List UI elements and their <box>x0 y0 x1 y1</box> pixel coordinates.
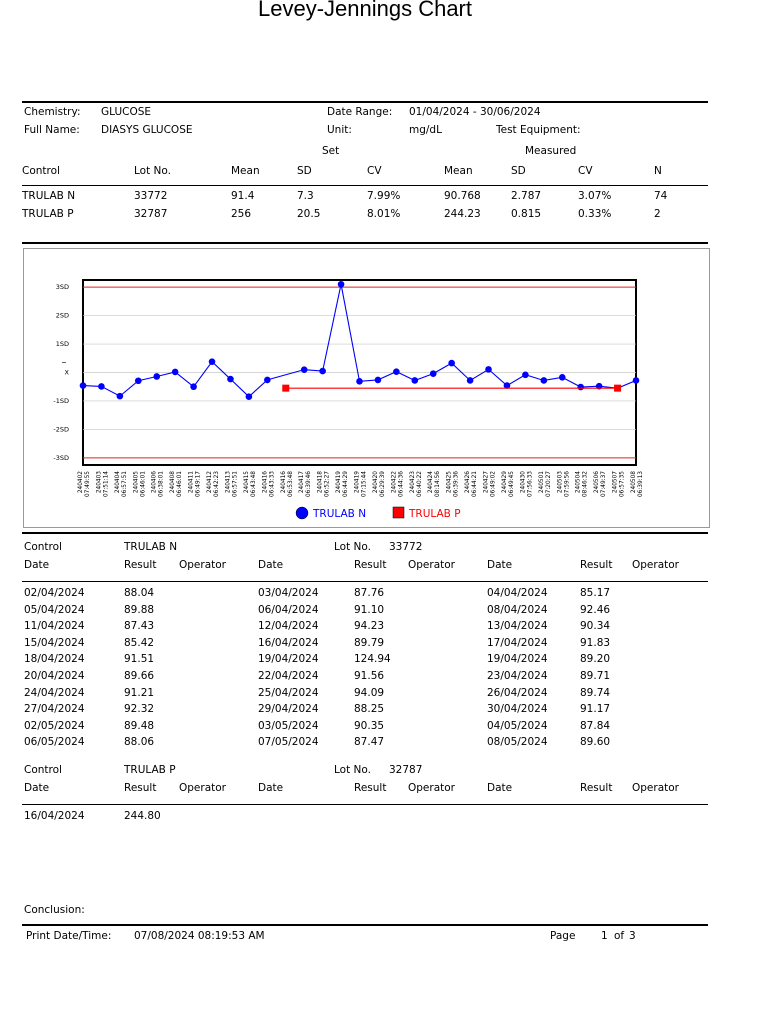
legend-marker-p <box>393 507 404 518</box>
result-cell: 91.10 <box>354 603 385 616</box>
x-tick-label: 240402 <box>78 471 84 494</box>
chemistry-label: Chemistry: <box>24 106 81 118</box>
data-point <box>153 373 160 380</box>
fullname-label: Full Name: <box>24 124 80 136</box>
levey-jennings-chart <box>24 249 709 527</box>
result-cell: 08/05/2024 <box>487 736 548 749</box>
summary-col-header: Control <box>22 165 60 177</box>
result-cell: 05/04/2024 <box>24 603 85 616</box>
x-tick-label: 240403 <box>96 471 103 494</box>
x-tick-label: 06:40:22 <box>416 471 423 498</box>
lot-value-p: 32787 <box>389 764 423 776</box>
x-tick-label: 06:49:17 <box>195 471 202 498</box>
result-cell: 15/04/2024 <box>24 636 85 649</box>
result-cell: 91.56 <box>354 670 385 682</box>
summary-cell: 32787 <box>134 208 168 220</box>
results-column-heading: Result <box>354 559 387 571</box>
result-cell: 92.32 <box>124 703 155 716</box>
results-column-heading: Date <box>258 782 284 794</box>
result-cell: 07/05/2024 <box>258 736 319 749</box>
summary-cell: TRULAB N <box>22 190 76 202</box>
x-tick-label: 08:14:56 <box>435 471 442 498</box>
y-tick-label: 3SD <box>55 283 69 292</box>
x-tick-label: 240422 <box>391 471 398 494</box>
x-tick-label: 06:39:13 <box>638 471 644 498</box>
y-tick-label: -3SD <box>53 453 69 462</box>
result-cell: 19/04/2024 <box>258 653 319 666</box>
x-tick-label: 06:42:23 <box>214 471 221 498</box>
x-tick-label: 240406 <box>151 471 158 494</box>
summary-col-header: CV <box>578 165 593 177</box>
result-cell: 91.17 <box>580 703 611 716</box>
x-tick-label: 240424 <box>428 471 435 494</box>
results-column-heading: Date <box>258 559 284 571</box>
data-point <box>412 377 419 384</box>
data-point <box>190 383 197 390</box>
x-tick-label: 240506 <box>594 471 601 494</box>
summary-cell: 7.99% <box>367 190 401 202</box>
data-point <box>209 358 216 365</box>
results-column-heading: Date <box>24 559 50 571</box>
data-point <box>356 378 363 385</box>
x-tick-label: 06:39:36 <box>453 471 460 498</box>
footer-rule <box>22 924 708 926</box>
lot-label-p: Lot No. <box>334 764 371 776</box>
fullname-value: DIASYS GLUCOSE <box>101 124 193 136</box>
x-tick-label: 07:15:44 <box>361 471 368 498</box>
summary-cell: 90.768 <box>444 190 481 202</box>
data-point <box>117 393 124 400</box>
data-point <box>282 385 289 392</box>
x-tick-label: 06:57:51 <box>232 471 239 498</box>
x-tick-label: 240413 <box>225 471 232 494</box>
result-cell: 02/04/2024 <box>24 587 85 599</box>
print-date-label: Print Date/Time: <box>26 930 112 942</box>
result-cell: 244.80 <box>124 810 161 822</box>
x-tick-label: 07:20:27 <box>545 471 552 498</box>
summary-cell: 33772 <box>134 190 168 202</box>
y-tick-label: X <box>64 368 69 377</box>
result-cell: 85.42 <box>124 636 155 649</box>
data-point <box>80 382 87 389</box>
result-cell: 26/04/2024 <box>487 686 548 699</box>
chemistry-value: GLUCOSE <box>101 106 152 118</box>
x-tick-label: 240420 <box>372 471 379 494</box>
results-column-heading: Result <box>124 559 157 571</box>
report-title: Levey-Jennings Chart <box>257 0 472 21</box>
control-label: Control <box>24 541 62 553</box>
x-tick-label: 06:53:48 <box>287 471 294 498</box>
x-tick-label: 06:46:01 <box>140 471 147 498</box>
x-tick-label: 240411 <box>188 471 195 494</box>
result-cell: 91.21 <box>124 686 155 699</box>
x-tick-label: 240429 <box>501 471 508 494</box>
x-tick-label: 08:46:32 <box>582 471 589 498</box>
x-tick-label: 240508 <box>631 471 637 494</box>
data-point <box>319 368 326 375</box>
summary-cell: 256 <box>231 208 252 220</box>
header-top-rule <box>22 101 708 103</box>
summary-cell: 7.3 <box>297 190 314 202</box>
y-tick-label: 2SD <box>55 311 69 320</box>
x-tick-label: 240501 <box>538 471 545 494</box>
x-tick-label: 240416 <box>262 471 269 494</box>
result-cell: 88.06 <box>124 736 155 749</box>
x-tick-label: 06:52:27 <box>324 471 331 498</box>
result-cell: 92.46 <box>580 603 611 616</box>
summary-col-header: Mean <box>231 165 260 177</box>
summary-col-header: SD <box>297 165 312 177</box>
summary-col-header: CV <box>367 165 382 177</box>
result-cell: 23/04/2024 <box>487 670 548 682</box>
page-label: Page <box>550 930 576 942</box>
summary-bottom-rule <box>22 242 708 244</box>
data-point <box>448 360 455 367</box>
summary-cell: 244.23 <box>444 208 481 220</box>
x-tick-label: 06:49:45 <box>508 471 515 498</box>
legend-marker-n <box>296 507 308 519</box>
print-date-value: 07/08/2024 08:19:53 AM <box>134 930 265 942</box>
result-cell: 29/04/2024 <box>258 703 319 716</box>
page-current: 1 <box>601 930 608 942</box>
data-point <box>301 366 308 373</box>
results-column-heading: Operator <box>408 559 455 571</box>
summary-col-header: SD <box>511 165 526 177</box>
daterange-value: 01/04/2024 - 30/06/2024 <box>409 106 541 118</box>
results-header-rule-p <box>22 804 708 805</box>
summary-cell: 0.33% <box>578 208 612 220</box>
data-point <box>338 281 345 288</box>
result-cell: 20/04/2024 <box>24 670 85 682</box>
result-cell: 87.84 <box>580 719 611 732</box>
summary-cell: 91.4 <box>231 190 255 202</box>
x-tick-label: 07:49:37 <box>601 471 608 498</box>
result-cell: 22/04/2024 <box>258 670 319 682</box>
x-tick-label: 240412 <box>207 471 214 494</box>
summary-col-header: Mean <box>444 165 473 177</box>
summary-col-header: N <box>654 165 662 177</box>
chart-panel <box>23 248 710 528</box>
data-point <box>135 377 142 384</box>
x-tick-label: 06:46:01 <box>177 471 184 498</box>
x-tick-label: 07:51:14 <box>103 471 110 498</box>
data-point <box>522 371 529 378</box>
result-cell: 16/04/2024 <box>258 636 319 649</box>
data-point <box>633 377 640 384</box>
data-point <box>393 368 400 375</box>
result-cell: 89.74 <box>580 686 611 699</box>
results-column-heading: Result <box>580 559 613 571</box>
summary-cell: 74 <box>654 190 668 202</box>
summary-cell: 0.815 <box>511 208 542 220</box>
result-cell: 89.88 <box>124 603 155 616</box>
unit-value: mg/dL <box>409 124 442 136</box>
results-column-heading: Operator <box>179 782 226 794</box>
x-tick-label: 240404 <box>114 471 121 494</box>
x-tick-label: 06:38:01 <box>158 471 165 498</box>
result-cell: 18/04/2024 <box>24 653 85 666</box>
result-cell: 06/04/2024 <box>258 603 319 616</box>
control-name-p: TRULAB P <box>124 764 176 776</box>
data-point <box>541 377 548 384</box>
data-point <box>264 377 271 384</box>
y-tick-label: 1SD <box>55 340 69 349</box>
conclusion-label: Conclusion: <box>24 904 85 916</box>
results-column-heading: Result <box>124 782 157 794</box>
data-point <box>227 376 234 383</box>
summary-cell: 8.01% <box>367 208 401 220</box>
x-tick-label: 240507 <box>612 471 619 494</box>
set-label: Set <box>322 145 340 157</box>
result-cell: 08/04/2024 <box>487 603 548 616</box>
result-cell: 11/04/2024 <box>24 620 85 633</box>
x-tick-label: 06:43:48 <box>250 471 257 498</box>
result-cell: 13/04/2024 <box>487 620 548 633</box>
result-cell: 124.94 <box>354 653 391 666</box>
x-tick-label: 240417 <box>299 471 306 494</box>
control-label-p: Control <box>24 764 62 776</box>
x-tick-label: 240423 <box>409 471 416 494</box>
x-tick-label: 240408 <box>170 471 177 494</box>
result-cell: 88.04 <box>124 587 155 599</box>
x-tick-label: 06:44:21 <box>472 471 479 498</box>
x-tick-label: 240430 <box>520 471 527 494</box>
lot-value: 33772 <box>389 541 423 553</box>
results-column-heading: Date <box>487 559 513 571</box>
data-point <box>577 384 584 391</box>
result-cell: 90.34 <box>580 620 611 633</box>
result-cell: 24/04/2024 <box>24 686 85 699</box>
x-tick-label: 06:43:33 <box>269 471 276 498</box>
result-cell: 12/04/2024 <box>258 620 319 633</box>
measured-label: Measured <box>525 145 577 157</box>
result-cell: 90.35 <box>354 719 385 732</box>
result-cell: 87.76 <box>354 587 385 599</box>
x-tick-label: 240427 <box>483 471 490 494</box>
data-point <box>172 369 179 376</box>
x-tick-label: 240425 <box>446 471 453 494</box>
result-cell: 87.43 <box>124 620 155 633</box>
x-tick-label: 240504 <box>575 471 582 494</box>
x-tick-label: 06:57:51 <box>121 471 128 498</box>
equipment-label: Test Equipment: <box>496 124 581 136</box>
result-cell: 03/04/2024 <box>258 587 319 599</box>
lot-label: Lot No. <box>334 541 371 553</box>
result-cell: 89.71 <box>580 670 611 682</box>
summary-cell: 20.5 <box>297 208 321 220</box>
result-cell: 94.09 <box>354 686 385 699</box>
x-tick-label: 240405 <box>133 471 140 494</box>
control-name: TRULAB N <box>124 541 178 553</box>
result-cell: 02/05/2024 <box>24 719 85 732</box>
results-column-heading: Date <box>487 782 513 794</box>
summary-cell: TRULAB P <box>22 208 74 220</box>
data-point <box>485 366 492 373</box>
y-tick-label: -1SD <box>53 396 69 405</box>
result-cell: 04/04/2024 <box>487 587 548 599</box>
result-cell: 17/04/2024 <box>487 636 548 649</box>
summary-cell: 2.787 <box>511 190 542 202</box>
data-point <box>430 370 437 377</box>
data-point <box>98 383 105 390</box>
result-cell: 16/04/2024 <box>24 810 85 822</box>
result-cell: 87.47 <box>354 736 385 749</box>
summary-header-rule <box>22 185 708 186</box>
unit-label: Unit: <box>327 124 352 136</box>
legend-label-n: TRULAB N <box>313 508 367 520</box>
y-tick-label: -2SD <box>53 425 69 434</box>
result-cell: 85.17 <box>580 587 611 599</box>
summary-col-header: Lot No. <box>134 165 171 177</box>
result-cell: 89.60 <box>580 736 611 749</box>
x-tick-label: 240503 <box>557 471 564 494</box>
result-cell: 89.20 <box>580 653 611 666</box>
x-tick-label: 06:57:35 <box>619 471 626 498</box>
results-top-rule <box>22 532 708 534</box>
x-tick-label: 240426 <box>465 471 472 494</box>
data-point <box>614 385 621 392</box>
data-point <box>559 374 566 381</box>
result-cell: 06/05/2024 <box>24 736 85 749</box>
results-column-heading: Result <box>580 782 613 794</box>
x-tick-label: 240418 <box>317 471 324 494</box>
x-tick-label: 06:49:02 <box>490 471 497 498</box>
results-column-heading: Operator <box>179 559 226 571</box>
result-cell: 91.51 <box>124 653 155 666</box>
page-total: 3 <box>629 930 636 942</box>
results-column-heading: Operator <box>632 559 679 571</box>
results-column-heading: Operator <box>632 782 679 794</box>
result-cell: 27/04/2024 <box>24 703 85 716</box>
results-column-heading: Operator <box>408 782 455 794</box>
result-cell: 19/04/2024 <box>487 653 548 666</box>
data-point <box>375 377 382 384</box>
x-tick-label: 240415 <box>243 471 250 494</box>
result-cell: 89.79 <box>354 636 385 649</box>
daterange-label: Date Range: <box>327 106 393 118</box>
x-tick-label: 07:56:33 <box>527 471 534 498</box>
x-tick-label: 06:44:29 <box>343 471 350 498</box>
x-tick-label: 06:39:46 <box>306 471 313 498</box>
data-point <box>246 393 253 400</box>
result-cell: 89.66 <box>124 670 155 682</box>
result-cell: 30/04/2024 <box>487 703 548 716</box>
result-cell: 03/05/2024 <box>258 719 319 732</box>
page-of: of <box>614 930 625 942</box>
data-point <box>467 377 474 384</box>
results-header-rule <box>22 581 708 582</box>
result-cell: 94.23 <box>354 620 385 633</box>
x-tick-label: 240419 <box>354 471 361 494</box>
x-tick-label: 06:29:39 <box>379 471 386 498</box>
summary-cell: 2 <box>654 208 661 220</box>
x-tick-label: 07:49:55 <box>85 471 91 498</box>
result-cell: 04/05/2024 <box>487 719 548 732</box>
result-cell: 91.83 <box>580 636 611 649</box>
results-column-heading: Result <box>354 782 387 794</box>
results-column-heading: Date <box>24 782 50 794</box>
x-tick-label: 06:44:36 <box>398 471 405 498</box>
x-tick-label: 240419 <box>336 471 343 494</box>
summary-cell: 3.07% <box>578 190 612 202</box>
x-tick-label: 07:59:56 <box>564 471 571 498</box>
result-cell: 89.48 <box>124 719 155 732</box>
x-tick-label: 240416 <box>280 471 287 494</box>
result-cell: 88.25 <box>354 703 385 716</box>
result-cell: 25/04/2024 <box>258 686 319 699</box>
legend-label-p: TRULAB P <box>409 508 461 520</box>
